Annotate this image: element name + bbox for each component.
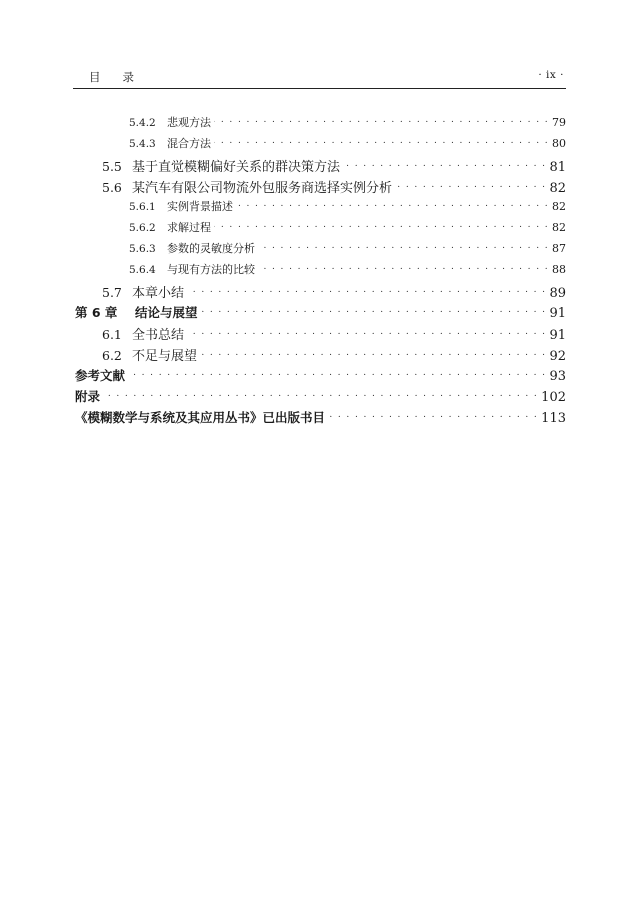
- dot-leader: [214, 220, 549, 231]
- toc-entry[interactable]: [73, 156, 566, 177]
- toc-entry-page: 102: [541, 390, 566, 405]
- toc-entry-number: 6.2: [102, 348, 122, 363]
- toc-entry-title: 不足与展望: [132, 349, 198, 364]
- toc-entry-title: 与现有方法的比较: [167, 263, 255, 276]
- toc-entry-title: 《模糊数学与系统及其应用丛书》已出版书目: [75, 410, 326, 425]
- dot-leader: [258, 241, 549, 252]
- toc-entry-number: 5.6.1: [129, 201, 156, 213]
- toc-entry[interactable]: [73, 198, 566, 219]
- toc-entry-page: 87: [552, 242, 566, 255]
- toc-entry-number: 5.6: [102, 180, 122, 195]
- dot-leader: [187, 326, 546, 339]
- dot-leader: [187, 284, 546, 297]
- toc-entry-page: 81: [549, 160, 566, 175]
- toc-entry[interactable]: [73, 324, 566, 345]
- dot-leader: [103, 388, 538, 401]
- toc-entry-number: 6.1: [102, 327, 122, 342]
- toc-entry-number: 5.7: [102, 285, 122, 300]
- toc-entry-number: 5.6.3: [129, 243, 156, 255]
- dot-leader: [343, 158, 546, 171]
- toc-entry-number: 5.5: [102, 159, 122, 174]
- toc-entry-title: 混合方法: [167, 137, 211, 150]
- toc-entry[interactable]: [73, 387, 566, 408]
- toc-entry[interactable]: [73, 219, 566, 240]
- toc-entry[interactable]: [73, 303, 566, 324]
- dot-leader: [214, 136, 549, 147]
- dot-leader: [258, 262, 549, 273]
- toc-entry-title: 求解过程: [167, 221, 211, 234]
- header-rule: [73, 88, 566, 89]
- dot-leader: [395, 179, 546, 192]
- toc-entry[interactable]: [73, 408, 566, 429]
- header-title: 目录: [89, 70, 156, 84]
- toc-entry-page: 79: [552, 116, 566, 129]
- toc-entry-title: 参考文献: [75, 368, 126, 383]
- toc-entry-page: 82: [552, 221, 566, 234]
- toc-entry[interactable]: [73, 177, 566, 198]
- dot-leader: [128, 367, 546, 380]
- dot-leader: [201, 304, 547, 317]
- toc-entry-number: 第 6 章: [75, 305, 118, 320]
- toc-entry[interactable]: [73, 261, 566, 282]
- toc-entry-number: 5.6.2: [129, 222, 156, 234]
- toc-entry-title: 某汽车有限公司物流外包服务商选择实例分析: [132, 181, 393, 196]
- toc-entry[interactable]: [73, 282, 566, 303]
- toc-entry-page: 91: [549, 306, 566, 321]
- dot-leader: [200, 347, 546, 360]
- toc-entry-title: 全书总结: [132, 328, 185, 343]
- toc-entry-title: 附录: [75, 389, 101, 404]
- toc-entry-page: 88: [552, 263, 566, 276]
- toc-entry-page: 82: [549, 181, 566, 196]
- toc-entry-title: 实例背景描述: [167, 200, 233, 213]
- dot-leader: [328, 409, 538, 422]
- toc-entry-page: 89: [549, 286, 566, 301]
- toc-entry-number: 5.4.2: [129, 117, 156, 129]
- toc-entry-number: 5.6.4: [129, 264, 156, 276]
- table-of-contents: [73, 114, 566, 429]
- toc-entry-page: 93: [549, 369, 566, 384]
- page-number: · ix ·: [538, 69, 564, 81]
- toc-entry-title: 参数的灵敏度分析: [167, 242, 255, 255]
- toc-entry-page: 91: [549, 328, 566, 343]
- toc-entry-page: 82: [552, 200, 566, 213]
- toc-entry[interactable]: [73, 114, 566, 135]
- toc-entry-page: 113: [541, 411, 566, 426]
- toc-entry[interactable]: [73, 366, 566, 387]
- running-header: [73, 67, 566, 85]
- toc-entry-title: 结论与展望: [135, 305, 198, 320]
- toc-entry-title: 基于直觉模糊偏好关系的群决策方法: [132, 160, 341, 175]
- toc-entry-page: 92: [549, 349, 566, 364]
- toc-entry-title: 本章小结: [132, 286, 185, 301]
- toc-entry[interactable]: [73, 135, 566, 156]
- dot-leader: [214, 115, 549, 126]
- dot-leader: [236, 199, 549, 210]
- toc-entry-page: 80: [552, 137, 566, 150]
- toc-entry-title: 悲观方法: [167, 116, 211, 129]
- toc-entry[interactable]: [73, 345, 566, 366]
- toc-entry[interactable]: [73, 240, 566, 261]
- toc-entry-number: 5.4.3: [129, 138, 156, 150]
